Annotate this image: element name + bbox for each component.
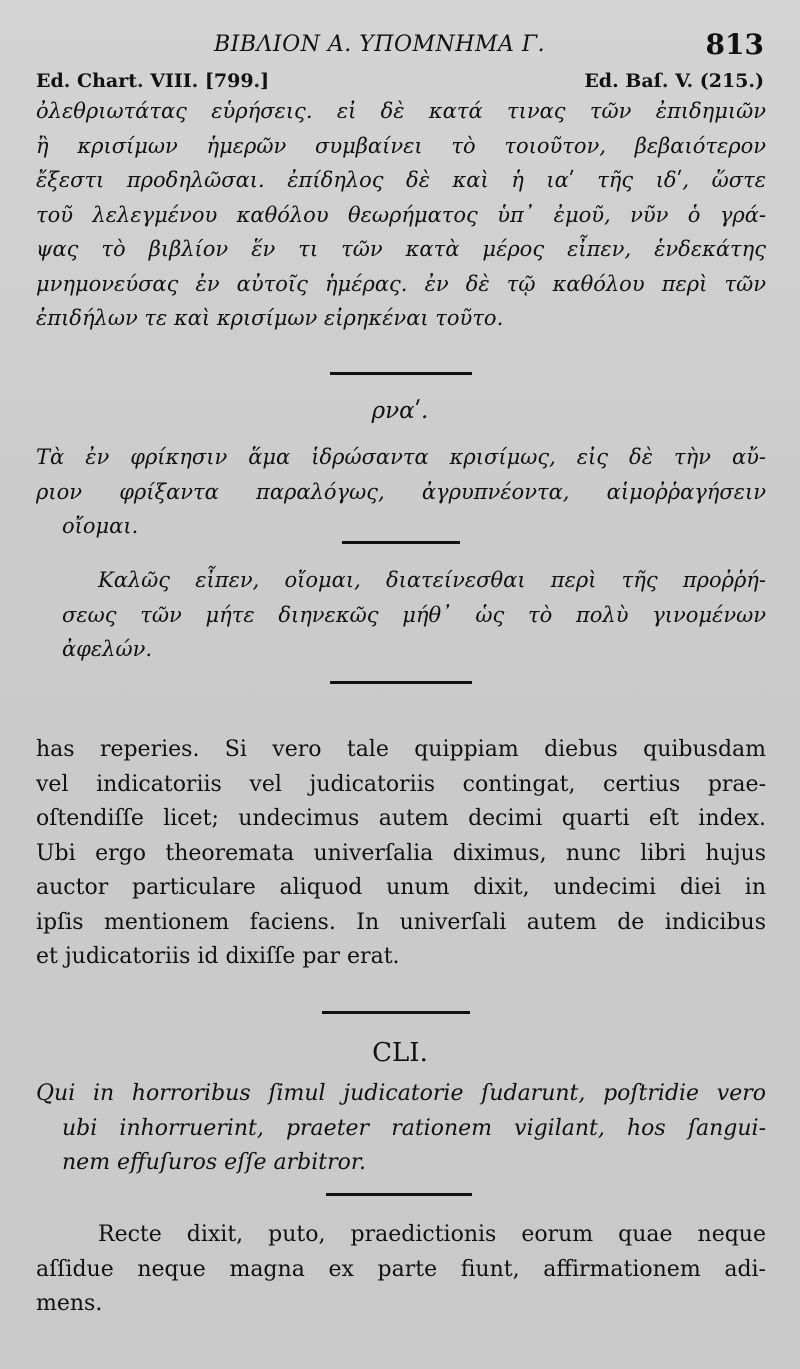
latin-commentary-continued — [36, 733, 766, 975]
text-line: et judicatoriis id dixiſſe par erat. — [36, 944, 400, 969]
page-number: 813 — [705, 28, 764, 61]
section-divider — [322, 1011, 470, 1014]
running-header — [0, 28, 800, 64]
greek-commentary — [36, 563, 766, 667]
text-line: auctor particulare aliquod unum dixit, undecimi diei in — [36, 875, 766, 900]
text-line: ἢ κρισίμων ἡμερῶν συμβαίνει τὸ τοιοῦτον, βεβαιότερον — [36, 133, 766, 158]
text-line: Καλῶς εἶπεν, οἴομαι, διατείνεσθαι περὶ τῆς προῤῥή- — [98, 568, 766, 592]
text-line: nem effuſuros eſſe arbitror. — [62, 1150, 366, 1175]
text-line: oſtendiſſe licet; undecimus autem decimi quarti eſt index. — [36, 806, 766, 831]
greek-section-number: ρναʹ. — [371, 398, 429, 424]
text-line: aſſidue neque magna ex parte fiunt, affirmationem adi- — [36, 1256, 766, 1282]
latin-aphorism — [36, 1077, 766, 1181]
text-line: Recte dixit, puto, praedictionis eorum quae neque — [98, 1222, 766, 1247]
text-line: ἔξεστι προδηλῶσαι. ἐπίδηλος δὲ καὶ ἡ ιαʹ τῆς ιδʹ, ὥστε — [36, 168, 766, 192]
text-line: mens. — [36, 1291, 103, 1316]
text-line: ubi inhorruerint, praeter rationem vigilant, hos ſangui- — [62, 1115, 766, 1141]
latin-commentary — [36, 1218, 766, 1322]
text-line: σεως τῶν μήτε διηνεκῶς μήθ᾽ ὡς τὸ πολὺ γινομένων — [62, 602, 766, 627]
text-line: vel indicatoriis vel judicatoriis contingat, certius prae- — [36, 771, 766, 797]
text-line: μνημονεύσας ἐν αὐτοῖς ἡμέρας. ἐν δὲ τῷ καθόλου περὶ τῶν — [36, 271, 766, 296]
text-line: οἴομαι. — [62, 514, 139, 538]
text-line: Τὰ ἐν φρίκησιν ἅμα ἱδρώσαντα κρισίμως, εἰς δὲ τὴν αὔ- — [36, 445, 766, 469]
text-line: Ubi ergo theoremata univerſalia diximus, nunc libri hujus — [36, 840, 766, 866]
edition-chartier: Ed. Chart. VIII. [799.] — [36, 70, 270, 92]
text-line: Qui in horroribus ſimul judicatorie ſudarunt, poſtridie vero — [36, 1081, 766, 1106]
section-divider — [330, 681, 472, 684]
text-line: ἐπιδήλων τε καὶ κρισίμων εἰρηκέναι τοῦτο. — [36, 306, 504, 330]
text-line: ριον φρίξαντα παραλόγως, ἀγρυπνέοντα, αἱμοῤῥαγήσειν — [36, 479, 766, 504]
text-line: has reperies. Si vero tale quippiam diebus quibusdam — [36, 737, 766, 762]
edition-basel: Ed. Baſ. V. (215.) — [584, 70, 764, 92]
text-line: ψας τὸ βιβλίον ἕν τι τῶν κατὰ μέρος εἶπεν, ἑνδεκάτης — [36, 237, 766, 261]
section-divider — [330, 372, 472, 375]
greek-aphorism — [36, 440, 766, 544]
running-title: ΒΙΒΛΙΟΝ Α. ΥΠΟΜΝΗΜΑ Γ. — [214, 32, 546, 57]
text-line: ἀφελών. — [62, 637, 153, 661]
section-divider — [326, 1193, 472, 1196]
section-divider — [342, 541, 460, 544]
text-line: ὀλεθριωτάτας εὑρήσεις. εἰ δὲ κατά τινας τῶν ἐπιδημιῶν — [36, 99, 766, 123]
latin-section-number: CLI. — [372, 1038, 428, 1068]
text-line: ipſis mentionem faciens. In univerſali autem de indicibus — [36, 909, 766, 935]
greek-commentary-continued — [36, 94, 766, 336]
text-line: τοῦ λελεγμένου καθόλου θεωρήματος ὑπ᾽ ἐμοῦ, νῦν ὁ γρά- — [36, 202, 766, 227]
